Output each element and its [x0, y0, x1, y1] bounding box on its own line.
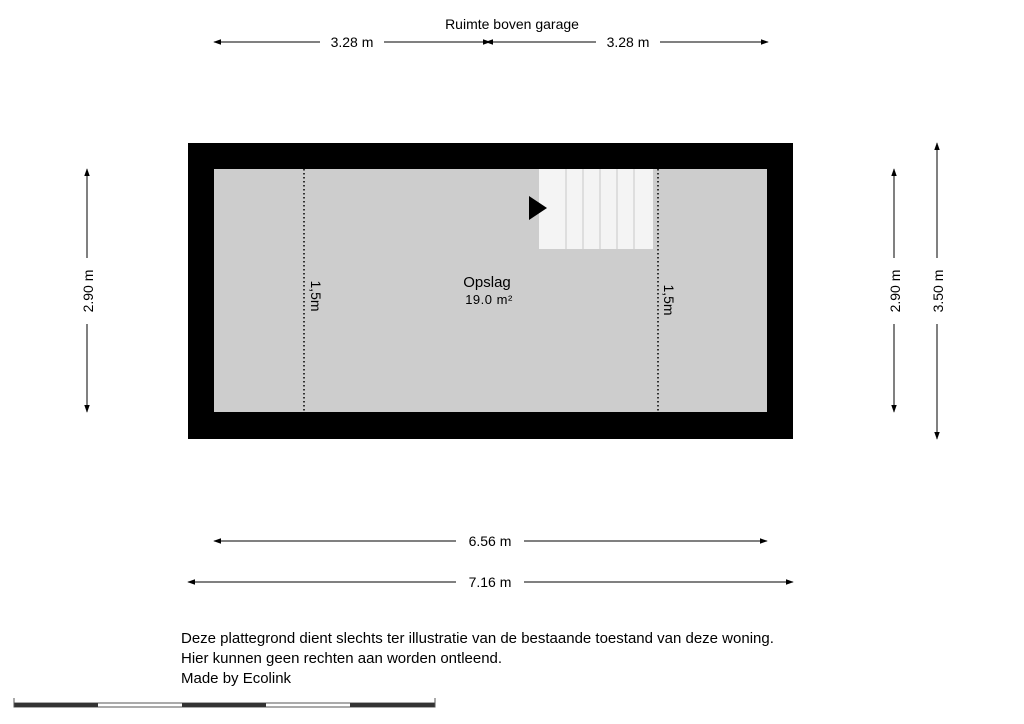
height-line-left-label: 1,5m — [308, 280, 324, 312]
disclaimer-line-2: Hier kunnen geen rechten aan worden ontleend. — [181, 650, 503, 667]
top-dimension-right — [486, 34, 768, 50]
left-dimension — [80, 169, 96, 412]
left-dimension-label: 2.90 m — [80, 269, 96, 313]
right-inner-dimension — [887, 169, 903, 412]
disclaimer-line-1: Deze plattegrond dient slechts ter illustratie van de bestaande toestand van deze woning. — [181, 630, 774, 647]
inner-width-dimension-label: 6.56 m — [468, 533, 512, 549]
stairs — [529, 169, 653, 249]
disclaimer — [181, 629, 774, 689]
outer-width-dimension — [188, 574, 793, 590]
right-inner-dimension-label: 2.90 m — [887, 269, 903, 313]
right-outer-dimension — [930, 143, 946, 439]
room-area: 19.0 m² — [465, 292, 513, 307]
floor-title: Ruimte boven garage — [445, 16, 579, 32]
room-name: Opslag — [463, 274, 511, 291]
right-outer-dimension-label: 3.50 m — [930, 269, 946, 313]
top-dimension-left — [214, 34, 490, 50]
top-dimension-right-label: 3.28 m — [606, 34, 650, 50]
disclaimer-credit: Made by Ecolink — [181, 670, 292, 687]
scale-bar — [14, 698, 435, 707]
outer-width-dimension-label: 7.16 m — [468, 574, 512, 590]
inner-width-dimension — [214, 533, 767, 549]
top-dimension-left-label: 3.28 m — [330, 34, 374, 50]
height-line-right-label: 1,5m — [661, 284, 677, 316]
